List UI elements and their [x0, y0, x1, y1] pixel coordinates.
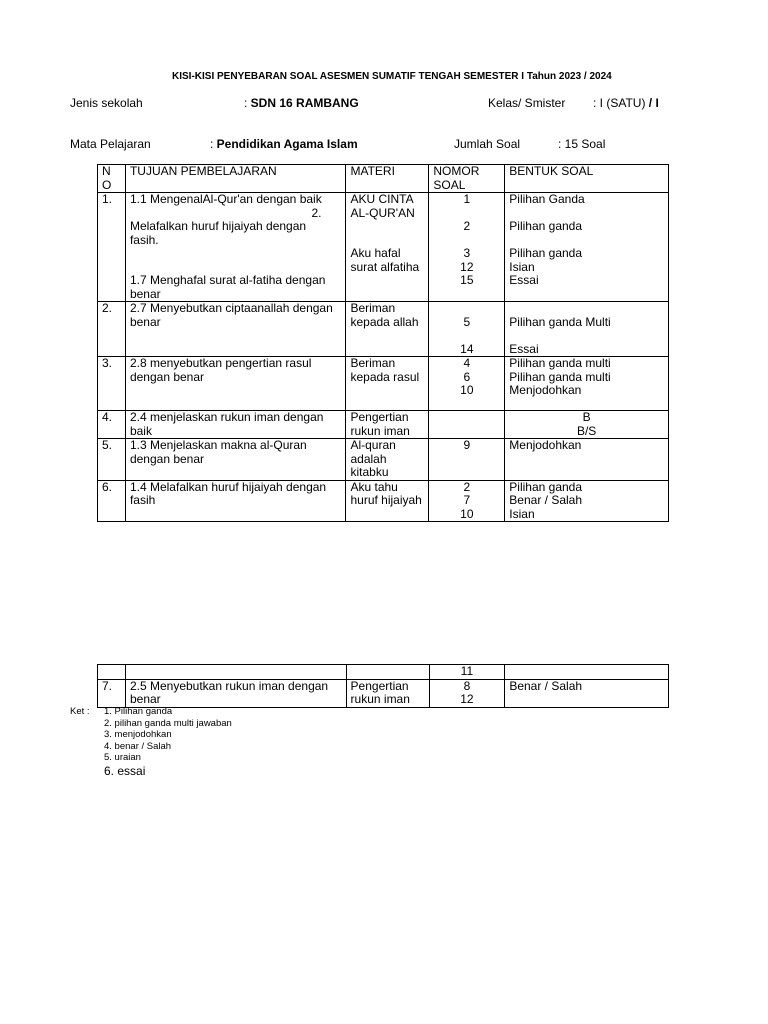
table-row	[98, 679, 669, 707]
ket-list	[104, 706, 232, 778]
jenis-sekolah-label: Jenis sekolah	[70, 96, 143, 110]
cell-nomor: 1 2 3 12 15	[429, 193, 505, 302]
header-materi: MATERI	[346, 165, 429, 193]
cell-no: 7.	[98, 679, 126, 707]
cell-bentuk: B B/S	[505, 411, 669, 439]
cell-no: 5.	[98, 439, 126, 481]
cell-tujuan: 2.8 menyebutkan pengertian rasul dengan benar	[125, 357, 346, 411]
cell-no: 2.	[98, 302, 126, 357]
ket-item: 6. essai	[104, 763, 146, 778]
colon: :	[210, 137, 217, 151]
cell-no: 1.	[98, 193, 126, 302]
cell-materi: Pengertian rukun iman	[346, 679, 429, 707]
kisi-kisi-table-continued	[97, 664, 669, 708]
ket-item: 5. uraian	[104, 752, 141, 763]
cell-materi: Pengertian rukun iman	[346, 411, 429, 439]
cell-bentuk: Pilihan ganda Multi Essai	[505, 302, 669, 357]
kelas-text: : I (SATU)	[593, 96, 649, 110]
kisi-kisi-table	[97, 164, 669, 522]
table-row	[98, 665, 669, 680]
table-row	[98, 193, 669, 302]
cell-materi: AKU CINTA AL-QUR'AN Aku hafal surat alfatiha	[346, 193, 429, 302]
header-bentuk: BENTUK SOAL	[505, 165, 669, 193]
cell-tujuan: 1.3 Menjelaskan makna al-Quran dengan benar	[125, 439, 346, 481]
cell-tujuan: 2.7 Menyebutkan ciptaanallah dengan benar	[125, 302, 346, 357]
ket-item: 2. pilihan ganda multi jawaban	[104, 717, 232, 729]
header-tujuan: TUJUAN PEMBELAJARAN	[125, 165, 346, 193]
cell-no: 6.	[98, 480, 126, 522]
table-row	[98, 357, 669, 411]
colon: :	[244, 96, 251, 110]
document-title: KISI-KISI PENYEBARAN SOAL ASESMEN SUMATIF TENGAH SEMESTER I Tahun 2023 / 2024	[172, 71, 612, 82]
header-no: N O	[98, 165, 126, 193]
mata-pelajaran-label: Mata Pelajaran	[70, 137, 151, 151]
jumlah-soal-label: Jumlah Soal	[454, 137, 521, 151]
subject-name: Pendidikan Agama Islam	[216, 137, 358, 151]
cell-materi: Beriman kepada allah	[346, 302, 429, 357]
cell-tujuan: 1.4 Melafalkan huruf hijaiyah dengan fasih	[125, 480, 346, 522]
cell-bentuk: Benar / Salah	[505, 679, 669, 707]
cell-tujuan: 2.5 Menyebutkan rukun iman dengan benar	[125, 679, 346, 707]
cell-materi: Al-quran adalah kitabku	[346, 439, 429, 481]
cell-no: 3.	[98, 357, 126, 411]
cell-bentuk: Pilihan ganda Benar / Salah Isian	[505, 480, 669, 522]
table-row	[98, 302, 669, 357]
kelas-label: Kelas/ Smister	[488, 96, 566, 110]
cell-nomor: 11	[429, 665, 505, 680]
cell-nomor: 2 7 10	[429, 480, 505, 522]
cell-nomor: 5 14	[429, 302, 505, 357]
semester-text: / I	[648, 96, 659, 110]
cell-nomor: 9	[429, 439, 505, 481]
ket-label: Ket :	[70, 706, 90, 717]
kelas-value	[593, 96, 659, 110]
cell-nomor: 4 6 10	[429, 357, 505, 411]
cell-bentuk: Menjodohkan	[505, 439, 669, 481]
school-name: SDN 16 RAMBANG	[250, 96, 359, 110]
cell-materi: Aku tahu huruf hijaiyah	[346, 480, 429, 522]
table-header-row	[98, 165, 669, 193]
cell-bentuk: Pilihan ganda multi Pilihan ganda multi Menjodohkan	[505, 357, 669, 411]
cell-tujuan: 2.4 menjelaskan rukun iman dengan baik	[125, 411, 346, 439]
ket-item: 4. benar / Salah	[104, 740, 172, 752]
table-row	[98, 411, 669, 439]
jenis-sekolah-value	[244, 96, 359, 110]
table-row	[98, 480, 669, 522]
cell-bentuk: Pilihan Ganda Pilihan ganda Pilihan ganda Isian Essai	[505, 193, 669, 302]
table-row	[98, 439, 669, 481]
cell-nomor	[429, 411, 505, 439]
ket-item: 3. menjodohkan	[104, 729, 172, 740]
cell-tujuan: 1.1 MengenalAl-Qur'an dengan baik 2. Melafalkan huruf hijaiyah dengan fasih. 1.7 Menghafal surat al-fatiha dengan benar	[125, 193, 346, 302]
header-nomor: NOMOR SOAL	[429, 165, 505, 193]
cell-materi: Beriman kepada rasul	[346, 357, 429, 411]
ket-item: 1. Pilihan ganda	[104, 706, 173, 717]
cell-no: 4.	[98, 411, 126, 439]
mata-pelajaran-value	[210, 137, 358, 151]
jumlah-soal-value: : 15 Soal	[558, 137, 606, 151]
cell-nomor: 8 12	[429, 679, 505, 707]
